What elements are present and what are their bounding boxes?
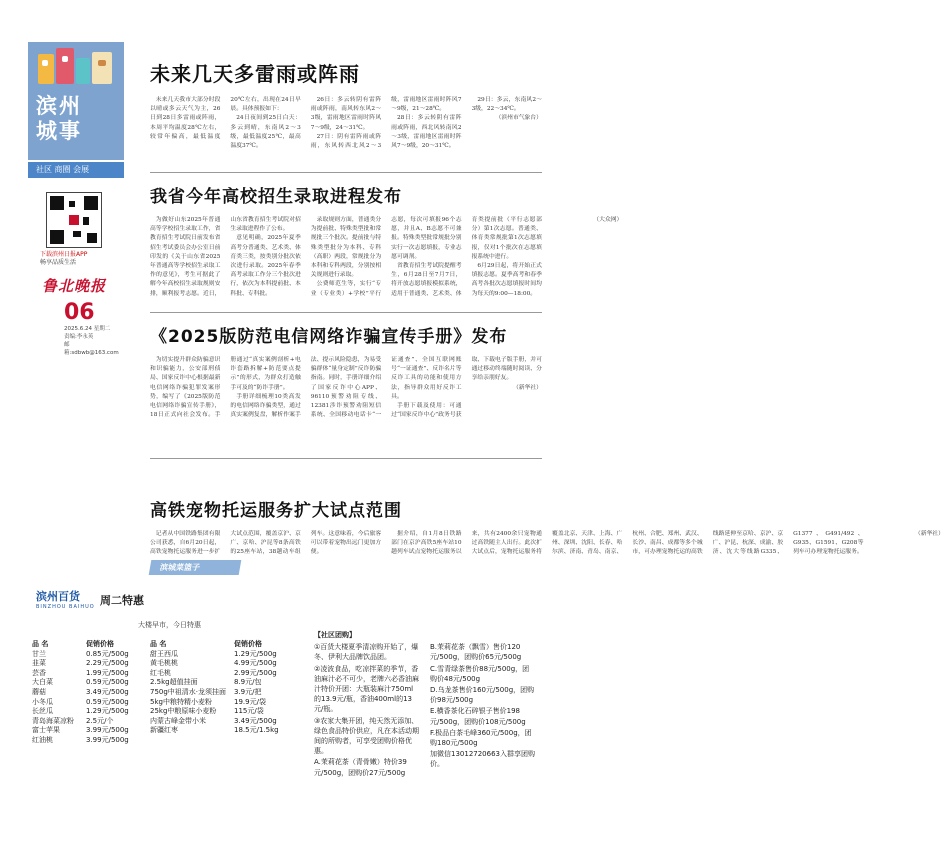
rule-item: ①百货大楼夏季清凉购开始了，爆冬、伊利大品牌饮品团。	[314, 643, 419, 662]
table-row	[32, 688, 304, 698]
price-cell: 4.99元/500g	[234, 659, 277, 668]
sidebar	[28, 42, 124, 672]
section-masthead	[28, 42, 124, 160]
rule-item: ②凌波食品，吃凉拌菜的季节，香油麻汁必不可少，老牌六必香油麻汁特价开团：大瓶装麻汁750ml的13.9元/瓶，香油400ml的13元/瓶。	[314, 664, 419, 714]
issue-date: 2025.6.24 星期二	[64, 326, 111, 332]
price-cell	[234, 736, 304, 746]
article-1-paragraph: 28日：多云转阴有雷阵雨或阵雨，西北风转南风2～3级，雷雨地区雷雨时阵风7～9级，20～31℃。	[391, 115, 462, 150]
product-cell: 长丝瓜	[32, 707, 53, 716]
article-1-body	[150, 96, 542, 164]
table-row	[32, 726, 304, 736]
product-cell: 内蒙古峰金带小米	[150, 716, 206, 725]
masthead-illustration	[38, 48, 114, 90]
article-2-paragraph: 省教育招生考试院提醒考生，6月28日至7月7日，将开放志愿填报模拟系统，适用于普通类、艺术类、体育类提前批（平行志愿部分）第1次志愿。普通类、体育类常规批第1次志愿填报，仅对1个批次在志愿填报系统中进行。	[391, 217, 542, 297]
contact-email: 邮箱:sdbwb@163.com	[64, 342, 119, 356]
price-cell: 0.59元/500g	[86, 678, 129, 687]
store-logo	[36, 588, 95, 610]
product-cell: 芸香	[32, 668, 46, 677]
price-cell: 3.49元/500g	[86, 687, 129, 696]
product-cell	[150, 736, 234, 746]
article-4-body	[150, 530, 944, 558]
editor-credit: 责编:李永英	[64, 334, 94, 340]
table-header	[32, 640, 304, 650]
article-3-headline: 《2025版防范电信网络诈骗宣传手册》发布	[150, 327, 508, 347]
price-cell: 3.99元/500g	[86, 735, 129, 744]
newspaper-logo: 鲁北晚报	[42, 277, 107, 295]
article-2-paragraph: 意见明确，2025年夏季高考分普通类、艺术类、体育类三类，按类别分批次依次进行录取。2025年春季高考录取工作分三个批次进行，依次为本科提前批、本科批、专科批。	[230, 235, 301, 297]
product-cell: 大白菜	[32, 678, 53, 687]
article-3-body	[150, 356, 542, 450]
article-3-paragraph: 手册详细梳理10类高发的电信网络诈骗类型，通过真实案例复盘，解析作案手法、提示风险隐患，为易受骗群体“量身定制”反诈防骗指南。同时，手册详细介绍了国家反诈中心APP、96110预警劝阻专线、12381涉诈预警劝阻短信系统、全国移动电话卡“一证通查”、全国互联网账号“一证通查”、反诈名片等反诈工具的功能和使用方法，指导群众用好反诈工具。	[230, 357, 462, 419]
product-cell: 富士苹果	[32, 726, 60, 735]
price-cell: 18.5元/1.5kg	[234, 726, 279, 735]
article-4-headline: 高铁宠物托运服务扩大试点范围	[150, 501, 402, 521]
rule-item: E.横香茶化石碎银子售价198元/500g，团购价108元/500g	[430, 707, 526, 726]
rule-item: D.乌龙茶售价160元/500g，团购价98元/500g	[430, 686, 535, 705]
article-2-paragraph: 6月29日起，将开始正式填报志愿。夏季高考和春季高考各批次志愿填报时间均为每天的9:00—18:00。	[471, 263, 542, 297]
product-cell: 5kg中粮特精小麦粉	[150, 697, 212, 706]
price-cell: 0.85元/500g	[86, 649, 129, 658]
rules-title: 【社区团购】	[314, 631, 356, 639]
price-cell: 3.9元/把	[234, 687, 262, 696]
article-1-paragraph: 未来几天我市大部分时段以晴或多云天气为主，26日到28日多雷雨或阵雨，本周平均温度28℃左右，较常年偏高，最低温度20℃左右，出现在24日早晨。具体预报如下：	[150, 97, 301, 140]
product-cell: 25kg中粮原味小麦粉	[150, 707, 217, 716]
product-cell: 青岛海菜凉粉	[32, 716, 74, 725]
price-cell: 0.59元/500g	[86, 697, 129, 706]
section-banner: 滨城菜篮子	[149, 560, 242, 575]
price-cell: 19.9元/袋	[234, 697, 266, 706]
article-3-paragraph: 手册下载及使用：可通过“国家反诈中心”政务号获取、下载电子版手册，并可通过移动终端随时阅读、分享给亲朋好友。	[391, 357, 542, 419]
price-cell: 3.49元/500g	[234, 716, 277, 725]
article-3-paragraph: 为切实提升群众防骗意识和识骗能力，公安部刑侦局、国家反诈中心根据最新电信网络诈骗犯罪发案形势，编写了《2025版防范电信网络诈骗宣传手册》，18日正式向社会发布。手册通过“真实案例剖析+电诈套路拆解+防范要点提示”的形式，为群众打造触手可及的“防诈手册”。	[150, 357, 301, 419]
column-header: 促销价格	[234, 640, 262, 648]
price-cell: 2.99元/500g	[234, 668, 277, 677]
article-2-paragraph: 录取规则方面，普通类分为提前批、特殊类型批和常规批三个批次。提前批与特殊类型批分为本科、专科（高职）两段，常规批分为本科和专科两段，分别按相关规则进行录取。	[310, 217, 382, 279]
divider	[150, 172, 542, 173]
article-2-headline: 我省今年高校招生录取进程发布	[150, 187, 402, 207]
store-advertisement	[28, 580, 538, 816]
rule-item: 加微信13012720663入群享团购价。	[430, 750, 535, 769]
section-title-line1: 滨州	[36, 94, 82, 118]
qr-code-icon[interactable]	[46, 192, 102, 248]
price-cell: 3.99元/500g	[86, 726, 129, 735]
product-cell: 750g中祖清水·龙须挂面	[150, 687, 227, 696]
ad-title: 周二特惠	[100, 594, 144, 607]
table-row	[32, 707, 304, 717]
table-row	[32, 717, 304, 727]
table-row	[32, 698, 304, 708]
ad-date-line: 大楼早市，今日特惠	[138, 621, 201, 629]
divider	[150, 458, 542, 459]
article-4-paragraph: 据介绍，自1月8日铁路部门在京沪高铁5座车站10趟列车试点宠物托运服务以来，共有2400余只宠物通过高铁随主人出行。此次扩大试点后，宠物托运服务将覆盖北京、天津、上海、广州、深圳、沈阳、长春、哈尔滨、济南、青岛、南京、杭州、合肥、郑州、武汉、长沙、南昌、成都等多个城市，可办理宠物托运的高铁线路延伸至京哈、京沪、京广、沪昆、杭深、成渝、胶济、沈大等线路G335、G1377、G491/492、G935、G1591、G208等列车可办理宠物托运服务。	[391, 531, 864, 556]
product-cell: 黄毛桃桃	[150, 659, 178, 668]
section-subtitle: 社区 商圈 会展	[28, 162, 124, 178]
column-header: 促销价格	[86, 640, 114, 648]
article-2-paragraph: 为做好山东2025年普通高等学校招生录取工作，省教育招生考试院日前发布省招生考试委员会办公室日前印发的《关于山东省2025年普通高等学校招生录取工作的意见》，考生可据此了解今年高校招生录取规则安排，顺利报考志愿。近日，山东省教育招生考试院对招生录取进程作了公布。	[150, 217, 301, 297]
rule-item: B.茉莉花茶（飘雪）售价120元/500g，团购价65元/500g	[430, 643, 522, 662]
article-1-paragraph: 24日夜间到25日白天：多云到晴，东南风2～3级，最低温度25℃，最高温度37℃。	[230, 115, 301, 150]
store-name-sub: BINZHOU BAIHUO	[36, 604, 95, 610]
product-cell: 蘑菇	[32, 687, 46, 696]
qr-caption: 下载滨州日报APP	[40, 251, 88, 258]
price-cell: 8.9元/包	[234, 678, 262, 687]
table-body	[32, 650, 304, 746]
table-row	[32, 678, 304, 688]
divider	[150, 312, 542, 313]
article-2-source: （大众网）	[593, 217, 623, 223]
store-name: 滨州百货	[36, 590, 80, 603]
price-table	[32, 640, 304, 746]
article-1-source: （滨州市气象台）	[495, 115, 542, 122]
product-cell: 韭菜	[32, 659, 46, 668]
product-cell: 2.5kg超值挂面	[150, 678, 198, 687]
article-1-paragraph: 27日：阴有雷阵雨或阵雨，东风转西北风2～3级，雷雨地区雷雨时阵风7～9级，21～28℃。	[310, 97, 462, 150]
product-cell: 红油桃	[32, 735, 53, 744]
article-1-headline: 未来几天多雷雨或阵雨	[150, 62, 360, 86]
rule-item: ③农家大集开团，纯天然无添加、绿色食品特价供应，凡在本活动期间的所购者，可享受团购价格优惠。	[314, 716, 419, 756]
table-row	[32, 650, 304, 660]
table-row	[32, 659, 304, 669]
product-cell: 甜王西瓜	[150, 649, 178, 658]
section-title	[36, 94, 82, 144]
table-row	[32, 669, 304, 679]
article-1-paragraph: 29日：多云，东南风2～3级，22～34℃。	[471, 97, 542, 113]
article-2-paragraph: 公费师范生等，实行“专业（专业类）+学校”平行志愿，每次可填报96个志愿，并且A、B志愿不可兼报。特殊类型批常规批分别实行一次志愿填报，专业志愿可调剂。	[310, 217, 462, 297]
product-cell: 红毛桃	[150, 668, 171, 677]
price-cell: 1.29元/500g	[86, 707, 129, 716]
article-1-paragraph: 26日：多云转阴有雷阵雨或阵雨，南风转东风2～3级，雷雨地区雷雨时阵风7～9级，24～31℃。	[310, 97, 382, 131]
article-2-body	[150, 216, 623, 304]
ad-header	[28, 580, 538, 616]
column-header: 品 名	[32, 640, 49, 648]
table-row	[32, 736, 304, 746]
price-cell: 2.5元/个	[86, 716, 114, 725]
product-cell: 新疆红枣	[150, 726, 178, 735]
rules-list	[314, 642, 536, 778]
qr-caption-sub: 畅享品质生活	[40, 259, 77, 266]
rule-item: C.雪青绿茶售价88元/500g，团购价48元/500g	[430, 664, 530, 683]
product-cell: 甘兰	[32, 649, 46, 658]
section-title-line2: 城事	[36, 119, 82, 143]
product-cell: 小冬瓜	[32, 697, 53, 706]
page-number: 06	[64, 300, 95, 325]
column-header: 品 名	[150, 640, 167, 648]
article-3-source: （新华社）	[512, 384, 542, 391]
price-cell: 2.29元/500g	[86, 659, 129, 668]
article-4-paragraph: 记者从中国铁路集团有限公司获悉，自6月20日起，高铁宠物托运服务进一步扩大试点范围，覆盖京沪、京广、京哈、沪昆等8条高铁的25座车站，38趟动车组列车。这意味着，今后旅客可以带着宠物出远门更加方便。	[150, 531, 382, 556]
group-buy-rules	[314, 630, 536, 778]
price-cell: 115元/袋	[234, 707, 264, 716]
rule-item: A.茉莉花茶（青骨嫩）特价39元/500g，团购价27元/500g	[314, 758, 407, 777]
price-cell: 1.99元/500g	[86, 668, 129, 677]
rule-item: F.极品白茶毛峰360元/500g，团购180元/500g	[430, 728, 532, 748]
article-4-source: （新华社）	[914, 531, 944, 537]
price-cell: 1.29元/500g	[234, 649, 277, 658]
